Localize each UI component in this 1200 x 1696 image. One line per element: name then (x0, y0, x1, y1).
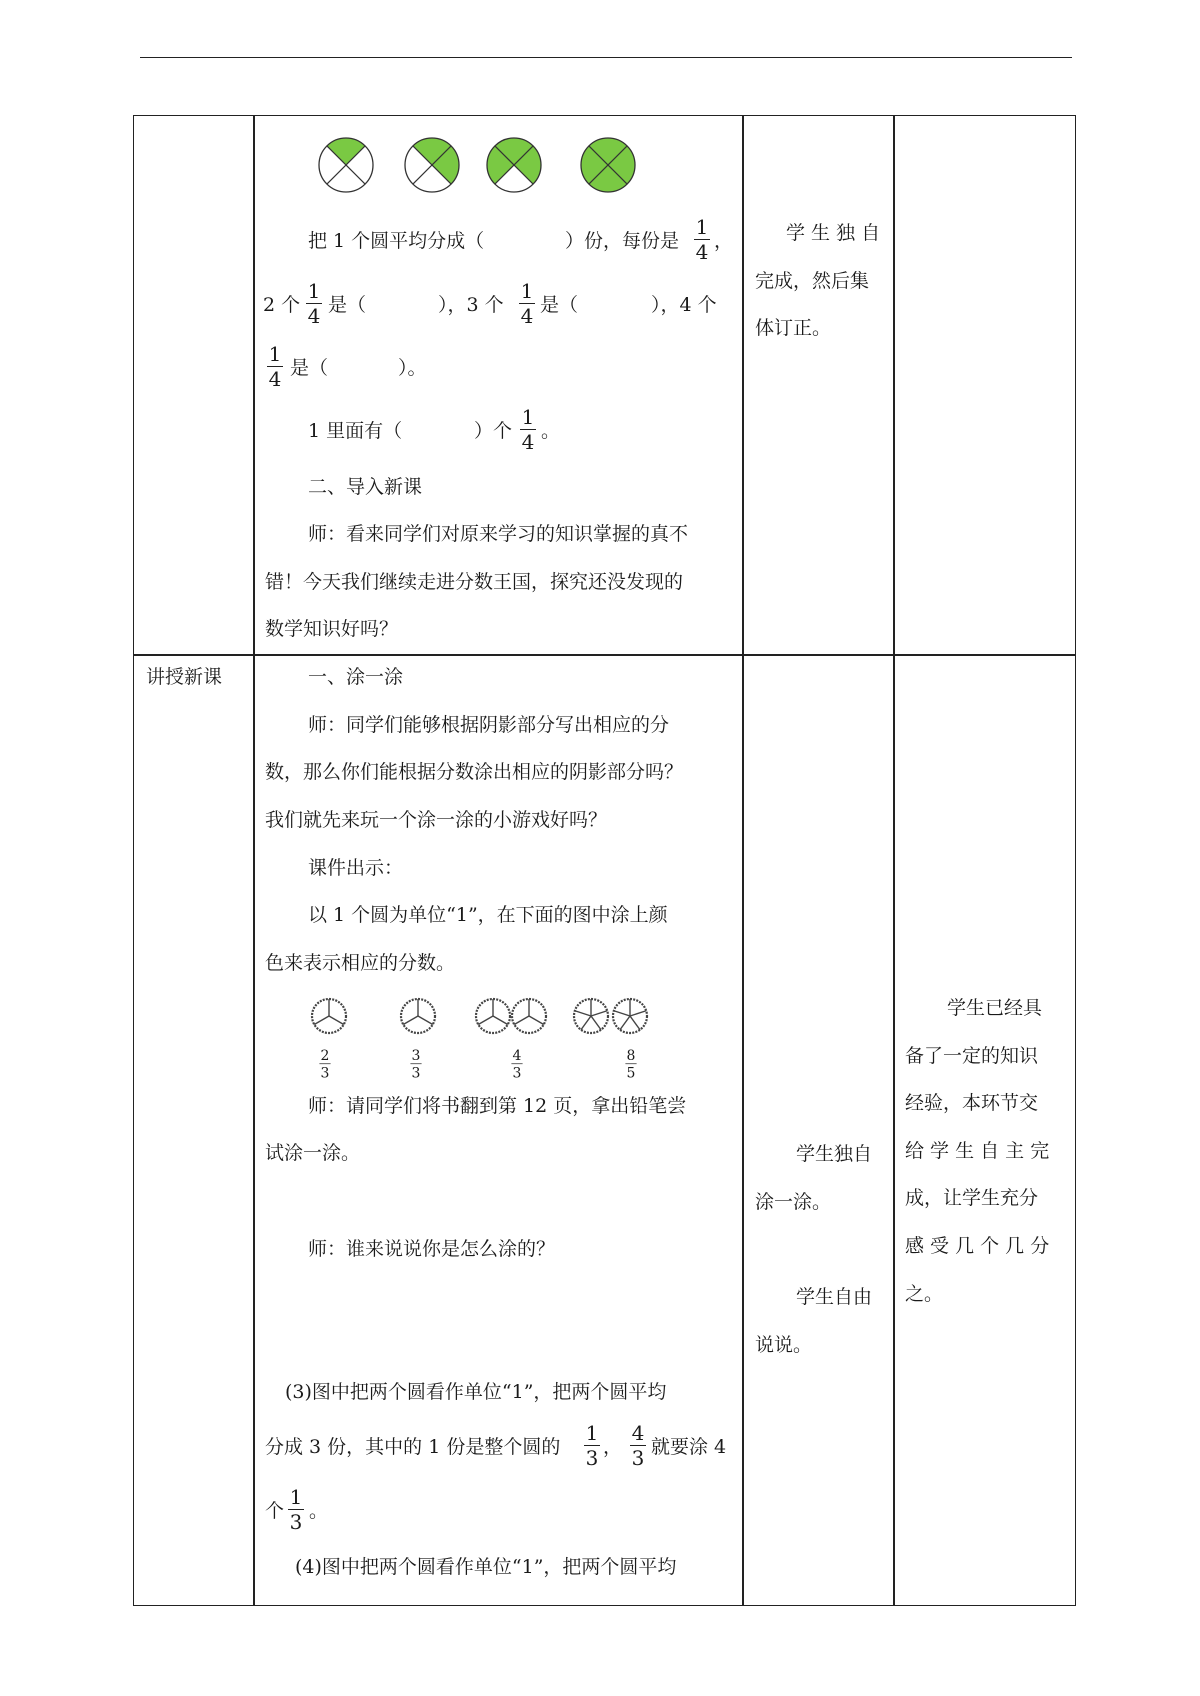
teacher-line: 师：同学们能够根据阴影部分写出相应的分 (308, 714, 670, 736)
fraction-one-third: 1 3 (289, 1485, 303, 1534)
fraction-one-quarter: 1 4 (520, 279, 534, 328)
exercise-fraction: 3 3 (411, 1046, 421, 1081)
design-line: 备了一定的知识 (905, 1044, 1039, 1067)
exercise-fraction: 4 3 (512, 1046, 522, 1081)
exercise-circle-divider (478, 1016, 493, 1025)
student-activity-line: 说说。 (755, 1334, 813, 1356)
explanation-line-a: 分成 3 份，其中的 1 份是整个圆的 (265, 1436, 561, 1458)
line-divide-circle: 把 1 个圆平均分成（ (308, 230, 485, 252)
fraction-four-thirds: 4 3 (631, 1421, 645, 1470)
student-activity-line: 学生独自 (796, 1143, 873, 1165)
line-one-has-b: ）个 (474, 420, 513, 442)
exercise-circle-divider (418, 1016, 433, 1025)
fraction-one-quarter: 1 4 (521, 405, 535, 454)
fraction-one-quarter: 1 4 (307, 279, 321, 328)
exercise-circle-divider (581, 1016, 591, 1030)
exercise-circle-divider (591, 1011, 607, 1016)
exercise-circle-divider (630, 1016, 640, 1030)
exercise-circle-divider (591, 1016, 601, 1030)
student-activity-line-1: 学 生 独 自 (786, 222, 881, 244)
design-line: 之。 (905, 1282, 944, 1305)
student-activity-line: 涂一涂。 (755, 1191, 832, 1213)
design-intent-text (905, 985, 1065, 1318)
teacher-line-2: 错！今天我们继续走进分数王国，探究还没发现的 (265, 571, 684, 593)
courseware-line: 课件出示： (308, 857, 404, 879)
student-activity-line-2: 完成，然后集 (755, 270, 870, 292)
table-cell-r2c1 (133, 654, 255, 1606)
student-activity-line: 学生自由 (796, 1286, 873, 1308)
line-two-quarters-a: 2 个 (263, 294, 301, 316)
line-divide-circle-b: ）份，每份是 (565, 230, 680, 252)
explanation-line: (4)图中把两个圆看作单位“1”，把两个圆平均 (295, 1556, 677, 1578)
explanation-line-d: 个 (265, 1500, 285, 1522)
heading-color-it: 一、涂一涂 (308, 666, 404, 688)
line-two-quarters-c: ），3 个 (438, 294, 504, 316)
exercise-circle-divider (529, 1016, 544, 1025)
section-label: 讲授新课 (146, 666, 223, 688)
line-four-quarters-a: 是（ (290, 357, 329, 379)
line-four-quarters-b: ）。 (398, 357, 427, 379)
exercise-circle-divider (620, 1016, 630, 1030)
header-rule (140, 57, 1072, 58)
design-line: 给 学 生 自 主 完 (905, 1139, 1050, 1162)
exercise-circle-divider (329, 1016, 344, 1025)
exercise-circle-divider (493, 1016, 508, 1025)
line-one-has-a: 1 里面有（ (308, 420, 403, 442)
line-two-quarters-e: ），4 个 (651, 294, 717, 316)
design-line: 学生已经具 (947, 997, 1043, 1019)
explanation-line-e: 。 (309, 1500, 329, 1522)
teacher-line: 数，那么你们能根据分数涂出相应的阴影部分吗？ (265, 761, 684, 783)
line-two-quarters-d: 是（ (540, 294, 579, 316)
table-cell-r2c3 (742, 654, 895, 1606)
table-cell-r1c3 (742, 115, 895, 656)
exercise-circle-divider (403, 1016, 418, 1025)
line-two-quarters-b: 是（ (328, 294, 367, 316)
exercise-circle-divider (514, 1016, 529, 1025)
exercise-circle-divider (575, 1011, 591, 1016)
fraction-one-quarter: 1 4 (695, 215, 709, 264)
instruction-line: 色来表示相应的分数。 (265, 952, 456, 974)
explanation-line: (3)图中把两个圆看作单位“1”，把两个圆平均 (285, 1381, 667, 1403)
design-line: 经验，本环节交 (905, 1092, 1039, 1115)
table-cell-r1c4 (893, 115, 1076, 656)
teacher-line: 师：请同学们将书翻到第 12 页，拿出铅笔尝 (308, 1095, 687, 1117)
design-line: 成，让学生充分 (905, 1187, 1039, 1210)
student-activity-line-3: 体订正。 (755, 317, 832, 339)
quarter-circle-figures (310, 135, 650, 195)
design-line: 感 受 几 个 几 分 (905, 1234, 1050, 1257)
fraction-one-quarter: 1 4 (268, 342, 282, 391)
heading-new-lesson: 二、导入新课 (308, 476, 423, 498)
instruction-line: 以 1 个圆为单位“1”，在下面的图中涂上颜 (308, 904, 668, 926)
exercise-circle-divider (630, 1011, 646, 1016)
explanation-line-c: 就要涂 4 (651, 1436, 727, 1458)
explanation-line-b: ， (603, 1436, 623, 1458)
exercise-circle-divider (614, 1011, 630, 1016)
exercise-fraction: 8 5 (626, 1046, 636, 1081)
teacher-line: 我们就先来玩一个涂一涂的小游戏好吗？ (265, 809, 608, 831)
table-cell-r1c1 (133, 115, 255, 656)
fraction-one-third: 1 3 (585, 1421, 599, 1470)
teacher-line: 师：谁来说说你是怎么涂的？ (308, 1238, 556, 1260)
exercise-fraction: 2 3 (320, 1046, 330, 1081)
table-cell-r2c2 (253, 654, 744, 1606)
line-one-has-c: 。 (541, 420, 561, 442)
teacher-line-1: 师：看来同学们对原来学习的知识掌握的真不 (308, 523, 689, 545)
teacher-line-3: 数学知识好吗？ (265, 618, 399, 640)
line-comma: ， (714, 230, 734, 252)
teacher-line: 试涂一涂。 (265, 1142, 361, 1164)
exercise-circle-divider (314, 1016, 329, 1025)
